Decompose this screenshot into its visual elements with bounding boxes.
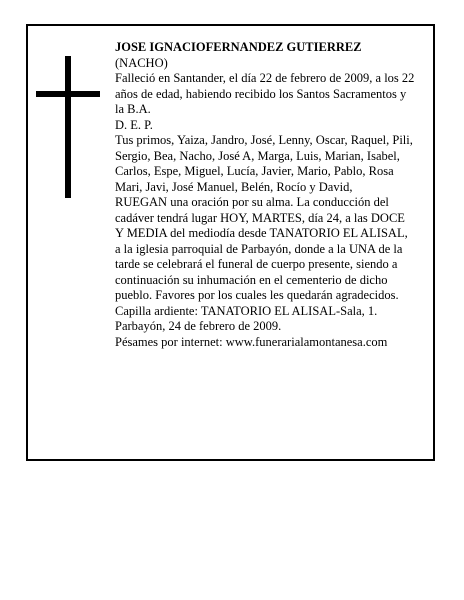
condolences-line: Pésames por internet: www.funerarialamontanesa.com	[115, 334, 388, 349]
place-date: Parbayón, 24 de febrero de 2009.	[115, 319, 282, 333]
cross-icon	[36, 56, 100, 198]
cross-vertical-bar	[65, 56, 71, 198]
obituary-notice	[26, 24, 435, 461]
notice-text	[115, 40, 415, 350]
funeral-details: RUEGAN una oración por su alma. La conducción del cadáver tendrá lugar HOY, MARTES, día 24, a las DOCE Y MEDIA del mediodía desde TANATORIO EL ALISAL, a la iglesia parroquial de Parbayón, donde a la UNA de la tarde se celebrará el funeral de cuerpo presente, siendo a continuación su inhumación en el cementerio de dicho pueblo. Favores por los cuales les quedarán agradecidos.	[115, 195, 408, 302]
deceased-name: JOSE IGNACIOFERNANDEZ GUTIERREZ	[115, 40, 362, 54]
cross-horizontal-bar	[36, 91, 100, 97]
death-announcement: Falleció en Santander, el día 22 de febrero de 2009, a los 22 años de edad, habiendo recibido los Santos Sacramentos y la B.A.	[115, 71, 415, 116]
deceased-nickname: (NACHO)	[115, 55, 168, 70]
chapel-info: Capilla ardiente: TANATORIO EL ALISAL-Sala, 1.	[115, 303, 378, 318]
rest-in-peace: D. E. P.	[115, 117, 153, 132]
mourners-list: Tus primos, Yaiza, Jandro, José, Lenny, Oscar, Raquel, Pili, Sergio, Bea, Nacho, José A, Marga, Luis, Marian, Isabel, Carlos, Espe, Miguel, Lucía, Javier, Mario, Pablo, Rosa Mari, Javi, José Manuel, Belén, Rocío y David,	[115, 133, 413, 194]
